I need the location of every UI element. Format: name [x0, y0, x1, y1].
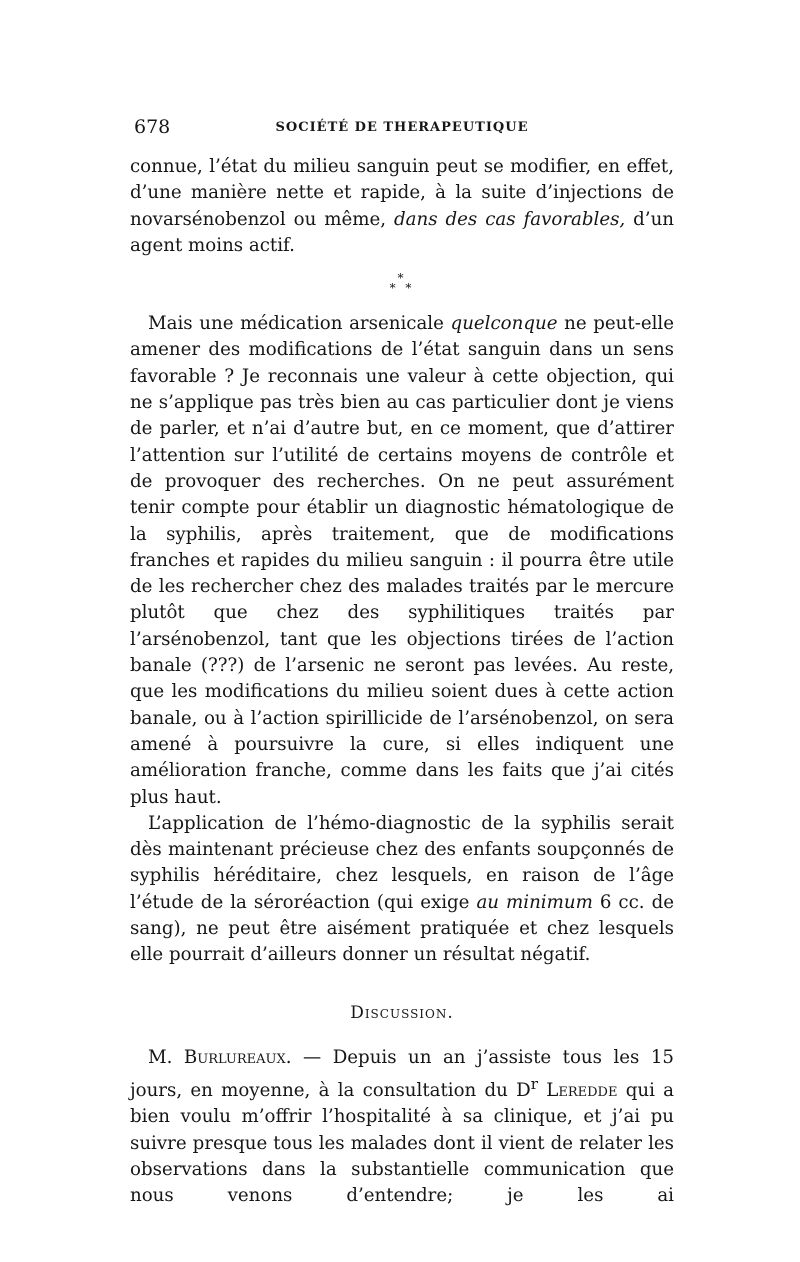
running-head: SOCIÉTÉ DE THERAPEUTIQUE	[275, 120, 529, 135]
page-header	[130, 112, 674, 142]
paragraph-4-text-b: qui a bien voulu m’offrir l’hospitalité à sa clinique, et j’ai pu suivre presque tous les malades dont il vient de relater les observations dans la substantielle communication que nous venons d’entendre; je les ai	[130, 1079, 674, 1207]
paragraph-4	[130, 1045, 674, 1210]
paragraph-1-end: d’un agent moins actif.	[130, 208, 675, 256]
paragraph-2-italic: quelconque	[450, 313, 558, 335]
paragraph-1-text: connue, l’état du milieu sanguin peut se modifier, en effet, d’une manière nette et rapide, à la suite d’injections de novarsénobenzol ou même,	[130, 156, 674, 230]
page-number: 678	[134, 116, 171, 138]
paragraph-3-text-a: L’application de l’hémo-diagnostic de la syphilis serait dès maintenant précieuse chez des enfants soupçonnés de syphilis héréditaire, chez lesquels, en raison de l’âge l’étude de la séroréaction (qui exige	[130, 812, 674, 913]
doctor-superscript: r	[530, 1074, 538, 1093]
asterism-separator	[130, 271, 674, 296]
doctor-name: Leredde	[538, 1079, 618, 1101]
paragraph-3-text-b: 6 cc. de sang), ne peut être aisément pratiquée et chez lesquels elle pourrait d’ailleurs donner un résultat négatif.	[130, 891, 674, 966]
asterism-top: *	[397, 271, 407, 286]
paragraph-2-text-a: Mais une médication arsenicale	[148, 313, 451, 335]
paragraph-3-italic: au minimum	[476, 891, 593, 913]
document-page	[130, 112, 674, 1209]
paragraph-2	[130, 311, 674, 811]
section-title: Discussion.	[350, 1002, 454, 1023]
paragraph-3	[130, 811, 674, 969]
paragraph-1-italic: dans des cas favorables,	[394, 208, 626, 230]
asterism-bottom: * *	[389, 281, 415, 296]
paragraph-2-text-b: ne peut-elle amener des modifications de l’état sanguin dans un sens favorable ? Je reconnais une valeur à cette objection, qui ne s’applique pas très bien au cas particulier dont je viens de parler, et n’ai d’autre but, en ce moment, que d’attirer l’attention sur l’utilité de certains moyens de contrôle et de provoquer des recherches. On ne peut assurément tenir compte pour établir un diagnostic hématologique de la syphilis, après traitement, que de modifications franches et rapides du milieu sanguin : il pourra être utile de les rechercher chez des malades traités par le mercure plutôt que chez des syphilitiques traités par l’arsénobenzol, tant que les objections tirées de l’action banale (???) de l’arsenic ne seront pas levées. Au reste, que les modifications du milieu soient dues à cette action banale, ou à l’action spirillicide de l’arsénobenzol, on sera amené à poursuivre la cure, si elles indiquent une amélioration franche, comme dans les faits que j’ai cités plus haut.	[130, 313, 674, 808]
speaker-name: M. Burlureaux.	[148, 1046, 292, 1068]
paragraph-4-text-a: — Depuis un an j’assiste tous les 15 jours, en moyenne, à la consultation du D	[130, 1046, 674, 1101]
paragraph-1	[130, 154, 674, 259]
